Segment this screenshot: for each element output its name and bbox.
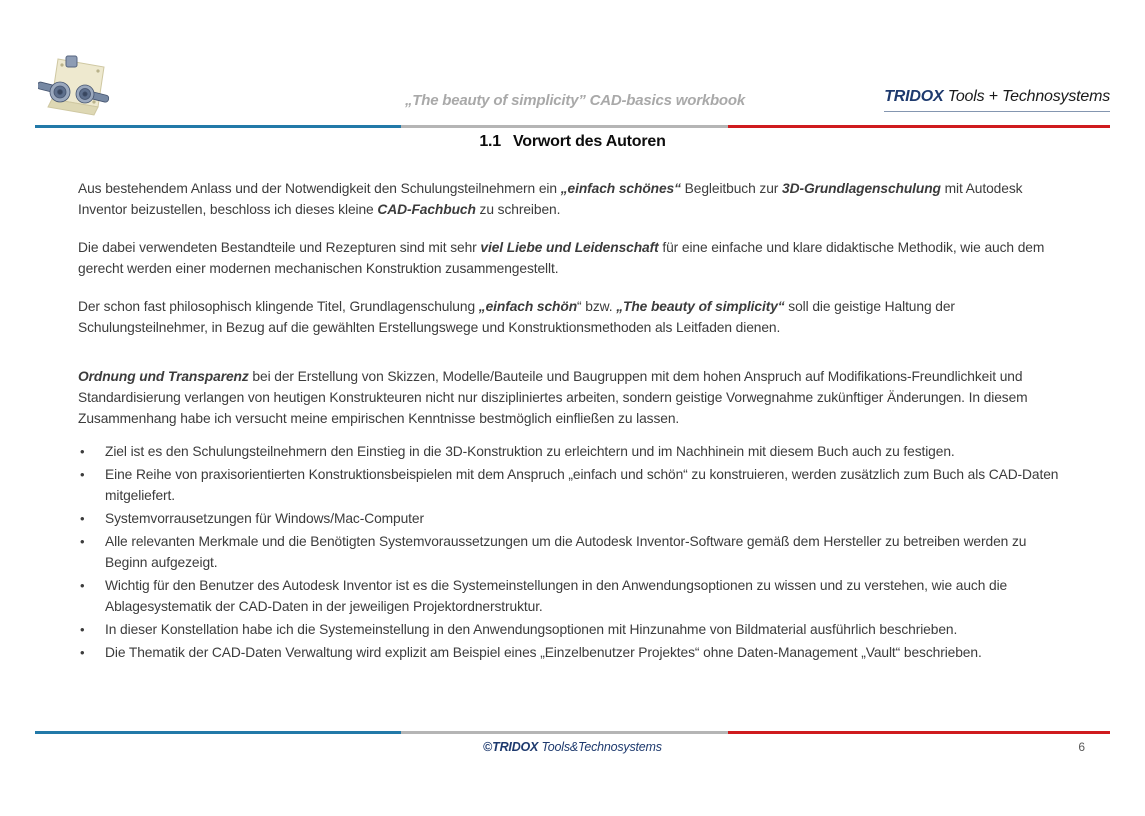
- bullet-item: • Systemvorrausetzungen für Windows/Mac-Computer: [78, 508, 1068, 529]
- paragraph: Ordnung und Transparenz bei der Erstellung von Skizzen, Modelle/Bauteile und Baugruppen mit dem hohen Anspruch auf Modifikations-Freundlichkeit und Standardisierung verlangen von heutigen Konstrukteuren nicht nur diszipliniertes arbeiten, sondern geistige Vorwegnahme zukünftiger Änderungen. In diesem Zusammenhang habe ich versucht meine empirischen Kenntnisse bestmöglich einfließen zu lassen.: [78, 369, 1028, 426]
- bullet-item: • Wichtig für den Benutzer des Autodesk Inventor ist es die Systemeinstellungen in den Anwendungsoptionen zu wissen und zu verstehen, wie auch die Ablagesystematik der CAD-Daten in der jeweiligen Projektordnerstruktur.: [78, 575, 1068, 617]
- bullet-list: [78, 441, 1068, 663]
- footer-rule-red-segment: [728, 731, 1110, 734]
- copyright-symbol: ©: [483, 740, 493, 754]
- bullet-item: • Ziel ist es den Schulungsteilnehmern den Einstieg in die 3D-Konstruktion zu erleichtern und im Nachhinein mit diesem Buch auch zu festigen.: [78, 441, 1068, 462]
- bullet-item: • Eine Reihe von praxisorientierten Konstruktionsbeispielen mit dem Anspruch „einfach und schön“ zu konstruieren, werden zusätzlich zum Buch als CAD-Daten mitgeliefert.: [78, 464, 1068, 506]
- company-logo: [38, 55, 110, 123]
- footer-rule-blue-segment: [35, 731, 401, 734]
- page-body: [78, 178, 1068, 665]
- section-title: [35, 133, 1110, 151]
- cad-assembly-icon: [38, 55, 110, 123]
- brand-lockup: [884, 88, 1110, 112]
- paragraph: Aus bestehendem Anlass und der Notwendigkeit den Schulungsteilnehmern ein „einfach schönes“ Begleitbuch zur 3D-Grundlagenschulung mit Autodesk Inventor beizustellen, beschloss ich dieses kleine CAD-Fachbuch zu schreiben.: [78, 181, 1023, 217]
- bullet-item: • In dieser Konstellation habe ich die Systemeinstellung in den Anwendungsoptionen mit Hinzunahme von Bildmaterial ausführlich beschrieben.: [78, 619, 1068, 640]
- section-title-text: Vorwort des Autoren: [513, 133, 666, 150]
- footer-rule-gray-segment: [401, 731, 729, 734]
- footer-copyright: [35, 740, 1110, 754]
- section-number: 1.1: [479, 133, 501, 150]
- brand-suffix: Tools + Technosystems: [943, 88, 1110, 105]
- header-rule-blue-segment: [35, 125, 401, 128]
- paragraph: Die dabei verwendeten Bestandteile und Rezepturen sind mit sehr viel Liebe und Leidenschaft für eine einfache und klare didaktische Methodik, wie auch dem gerecht werden einer modernen mechanischen Konstruktion zusammengestellt.: [78, 240, 1045, 276]
- brand-name: TRIDOX: [884, 88, 944, 105]
- bullet-item: • Alle relevanten Merkmale und die Benötigten Systemvoraussetzungen um die Autodesk Inventor-Software gemäß dem Hersteller zu betreiben werden zu Beginn aufgezeigt.: [78, 531, 1068, 573]
- paragraph: Der schon fast philosophisch klingende Titel, Grundlagenschulung „einfach schön“ bzw. „The beauty of simplicity“ soll die geistige Haltung der Schulungsteilnehmer, in Bezug auf die gewählten Erstellungswege und Konstruktionsmethoden als Leitfaden dienen.: [78, 299, 955, 335]
- footer-rule: [35, 731, 1110, 734]
- header-rule: [35, 125, 1110, 128]
- footer-brand-suffix: Tools&Technosystems: [538, 740, 662, 754]
- footer-brand-name: TRIDOX: [492, 740, 539, 754]
- workbook-title: „The beauty of simplicity” CAD-basics workbook: [404, 92, 746, 109]
- header-rule-red-segment: [728, 125, 1110, 128]
- bullet-item: • Die Thematik der CAD-Daten Verwaltung wird explizit am Beispiel eines „Einzelbenutzer Projektes“ ohne Daten-Management „Vault“ beschrieben.: [78, 642, 1068, 663]
- header-rule-gray-segment: [401, 125, 729, 128]
- page-number: 6: [1078, 740, 1085, 754]
- body-paragraphs: [78, 178, 1068, 429]
